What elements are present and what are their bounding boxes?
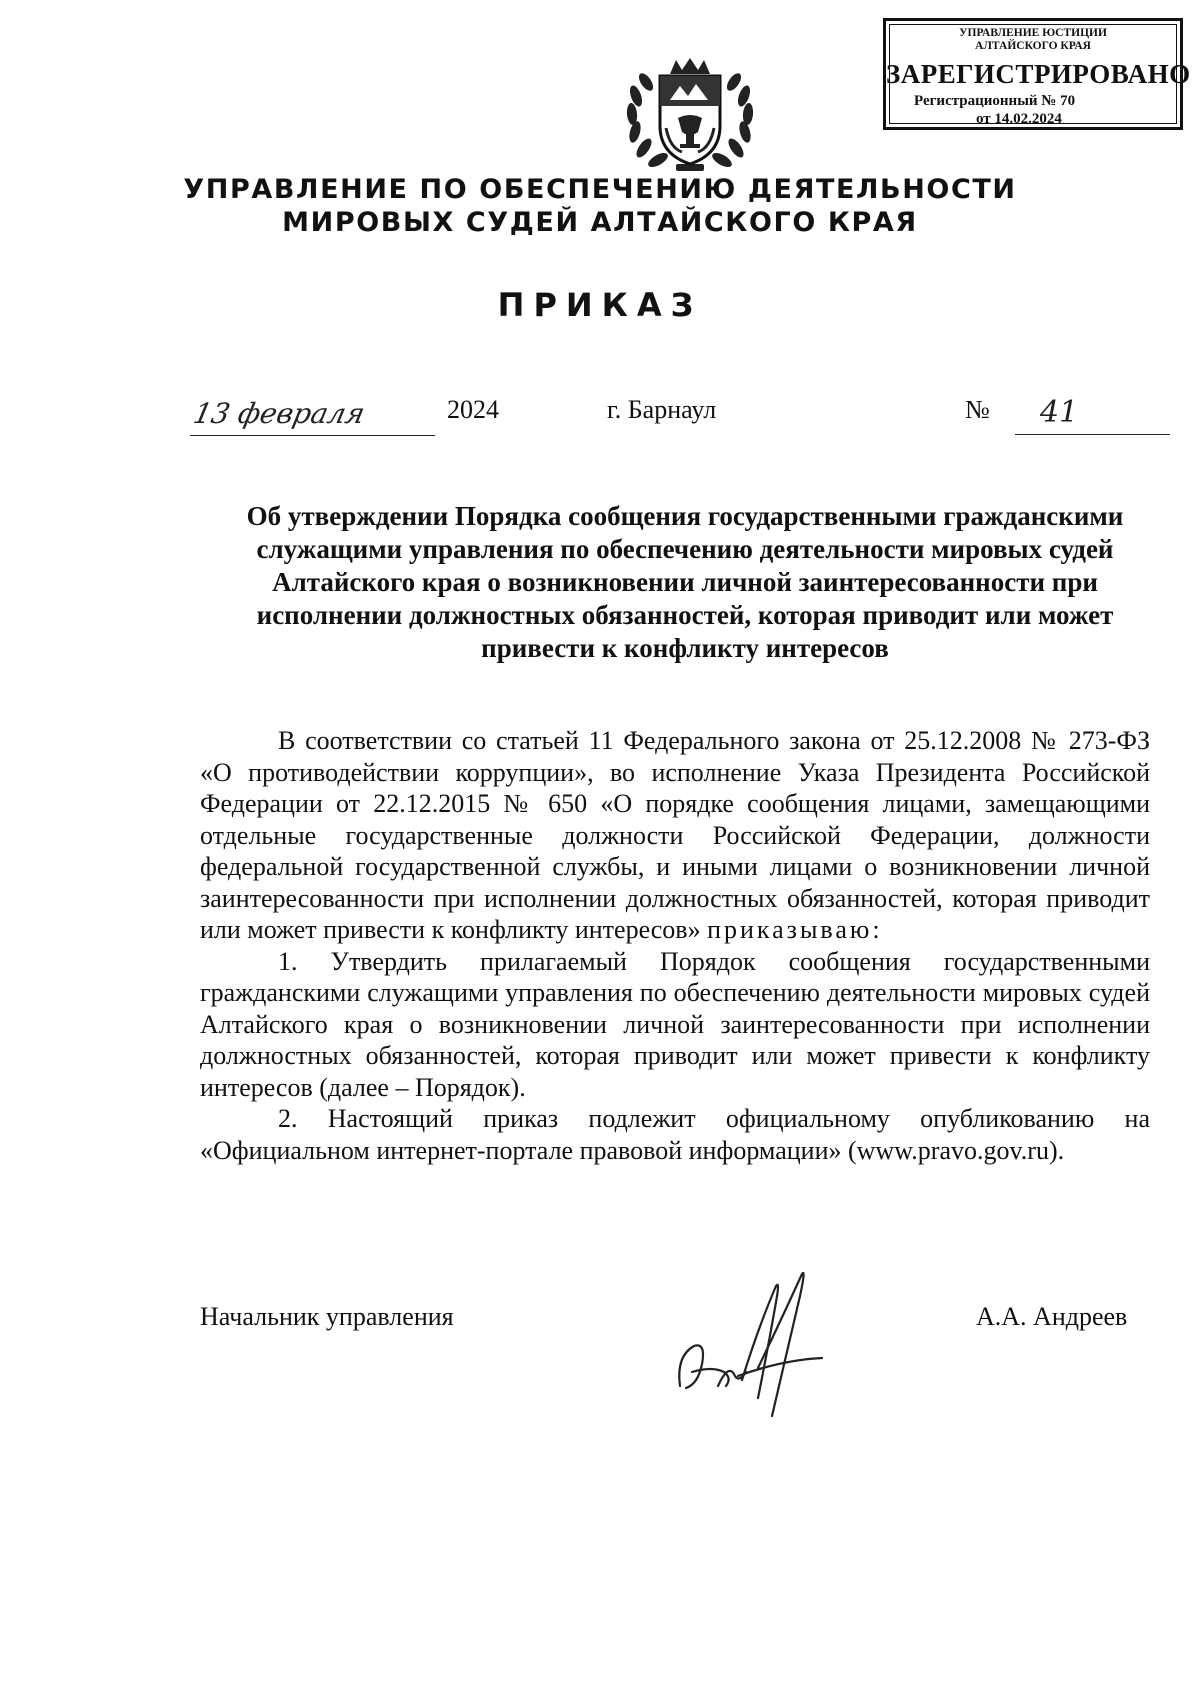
handwritten-date-field bbox=[190, 395, 435, 436]
order-item-1: 1. Утвердить прилагаемый Порядок сообщения государственными гражданскими служащими управления по обеспечению деятельности мировых судей Алтайского края о возникновении личной заинтересованности при исполнении должностных обязанностей, которая приводит или может привести к конфликту интересов (далее – Порядок). bbox=[200, 946, 1150, 1102]
stamp-reg-date: от 14.02.2024 bbox=[976, 111, 1062, 127]
preamble-text: В соответствии со статьей 11 Федерального закона от 25.12.2008 № 273-ФЗ «О противодействии коррупции», во исполнение Указа Президента Российской Федерации от 22.12.2015 № 650 «О порядке сообщения лицами, замещающими отдельные государственные должности Российской Федерации, должности федеральной государственной службы, и иными лицами о возникновении личной заинтересованности при исполнении должностных обязанностей, которая приводит или может привести к конфликту интересов» bbox=[200, 726, 1150, 944]
handwritten-number: 41 bbox=[1040, 395, 1079, 430]
document-type-title: ПРИКАЗ bbox=[497, 286, 703, 324]
document-body bbox=[200, 725, 1150, 1166]
header-line2: МИРОВЫХ СУДЕЙ АЛТАЙСКОГО КРАЯ bbox=[282, 207, 918, 238]
stamp-org-line2: АЛТАЙСКОГО КРАЯ bbox=[975, 40, 1091, 52]
stamp-org-line1: УПРАВЛЕНИЕ ЮСТИЦИИ bbox=[959, 27, 1107, 39]
subject-line1: Об утверждении Порядка сообщения государственными гражданскими bbox=[246, 501, 1124, 531]
handwritten-signature bbox=[672, 1268, 862, 1438]
document-year: 2024 bbox=[447, 395, 499, 424]
header-line1: УПРАВЛЕНИЕ ПО ОБЕСПЕЧЕНИЮ ДЕЯТЕЛЬНОСТИ bbox=[183, 174, 1017, 205]
subject-line5: привести к конфликту интересов bbox=[481, 633, 889, 663]
signatory-position: Начальник управления bbox=[200, 1302, 454, 1331]
altai-krai-coat-of-arms-icon bbox=[622, 56, 758, 174]
document-city: г. Барнаул bbox=[607, 395, 717, 424]
subject-line3: Алтайского края о возникновении личной заинтересованности при bbox=[272, 567, 1098, 597]
subject-line4: исполнении должностных обязанностей, которая приводит или может bbox=[256, 600, 1114, 630]
subject-line2: служащими управления по обеспечению деятельности мировых судей bbox=[256, 534, 1114, 564]
signatory-name: А.А. Андреев bbox=[976, 1302, 1128, 1331]
handwritten-date: 13 февраля bbox=[190, 397, 368, 430]
order-item-2: 2. Настоящий приказ подлежит официальному опубликованию на «Официальном интернет-портале правовой информации» (www.pravo.gov.ru). bbox=[200, 1104, 1150, 1165]
preamble-paragraph bbox=[200, 725, 1150, 946]
stamp-reg-number: Регистрационный № 70 bbox=[914, 93, 1076, 109]
document-subject bbox=[205, 500, 1165, 665]
handwritten-number-field bbox=[1015, 395, 1170, 435]
organization-header bbox=[130, 173, 1070, 239]
order-word: приказываю: bbox=[707, 915, 883, 944]
stamp-status: ЗАРЕГИСТРИРОВАНО bbox=[886, 59, 1191, 89]
registration-stamp bbox=[883, 18, 1191, 130]
stamp-organization bbox=[886, 27, 1180, 53]
number-sign: № bbox=[965, 395, 990, 424]
